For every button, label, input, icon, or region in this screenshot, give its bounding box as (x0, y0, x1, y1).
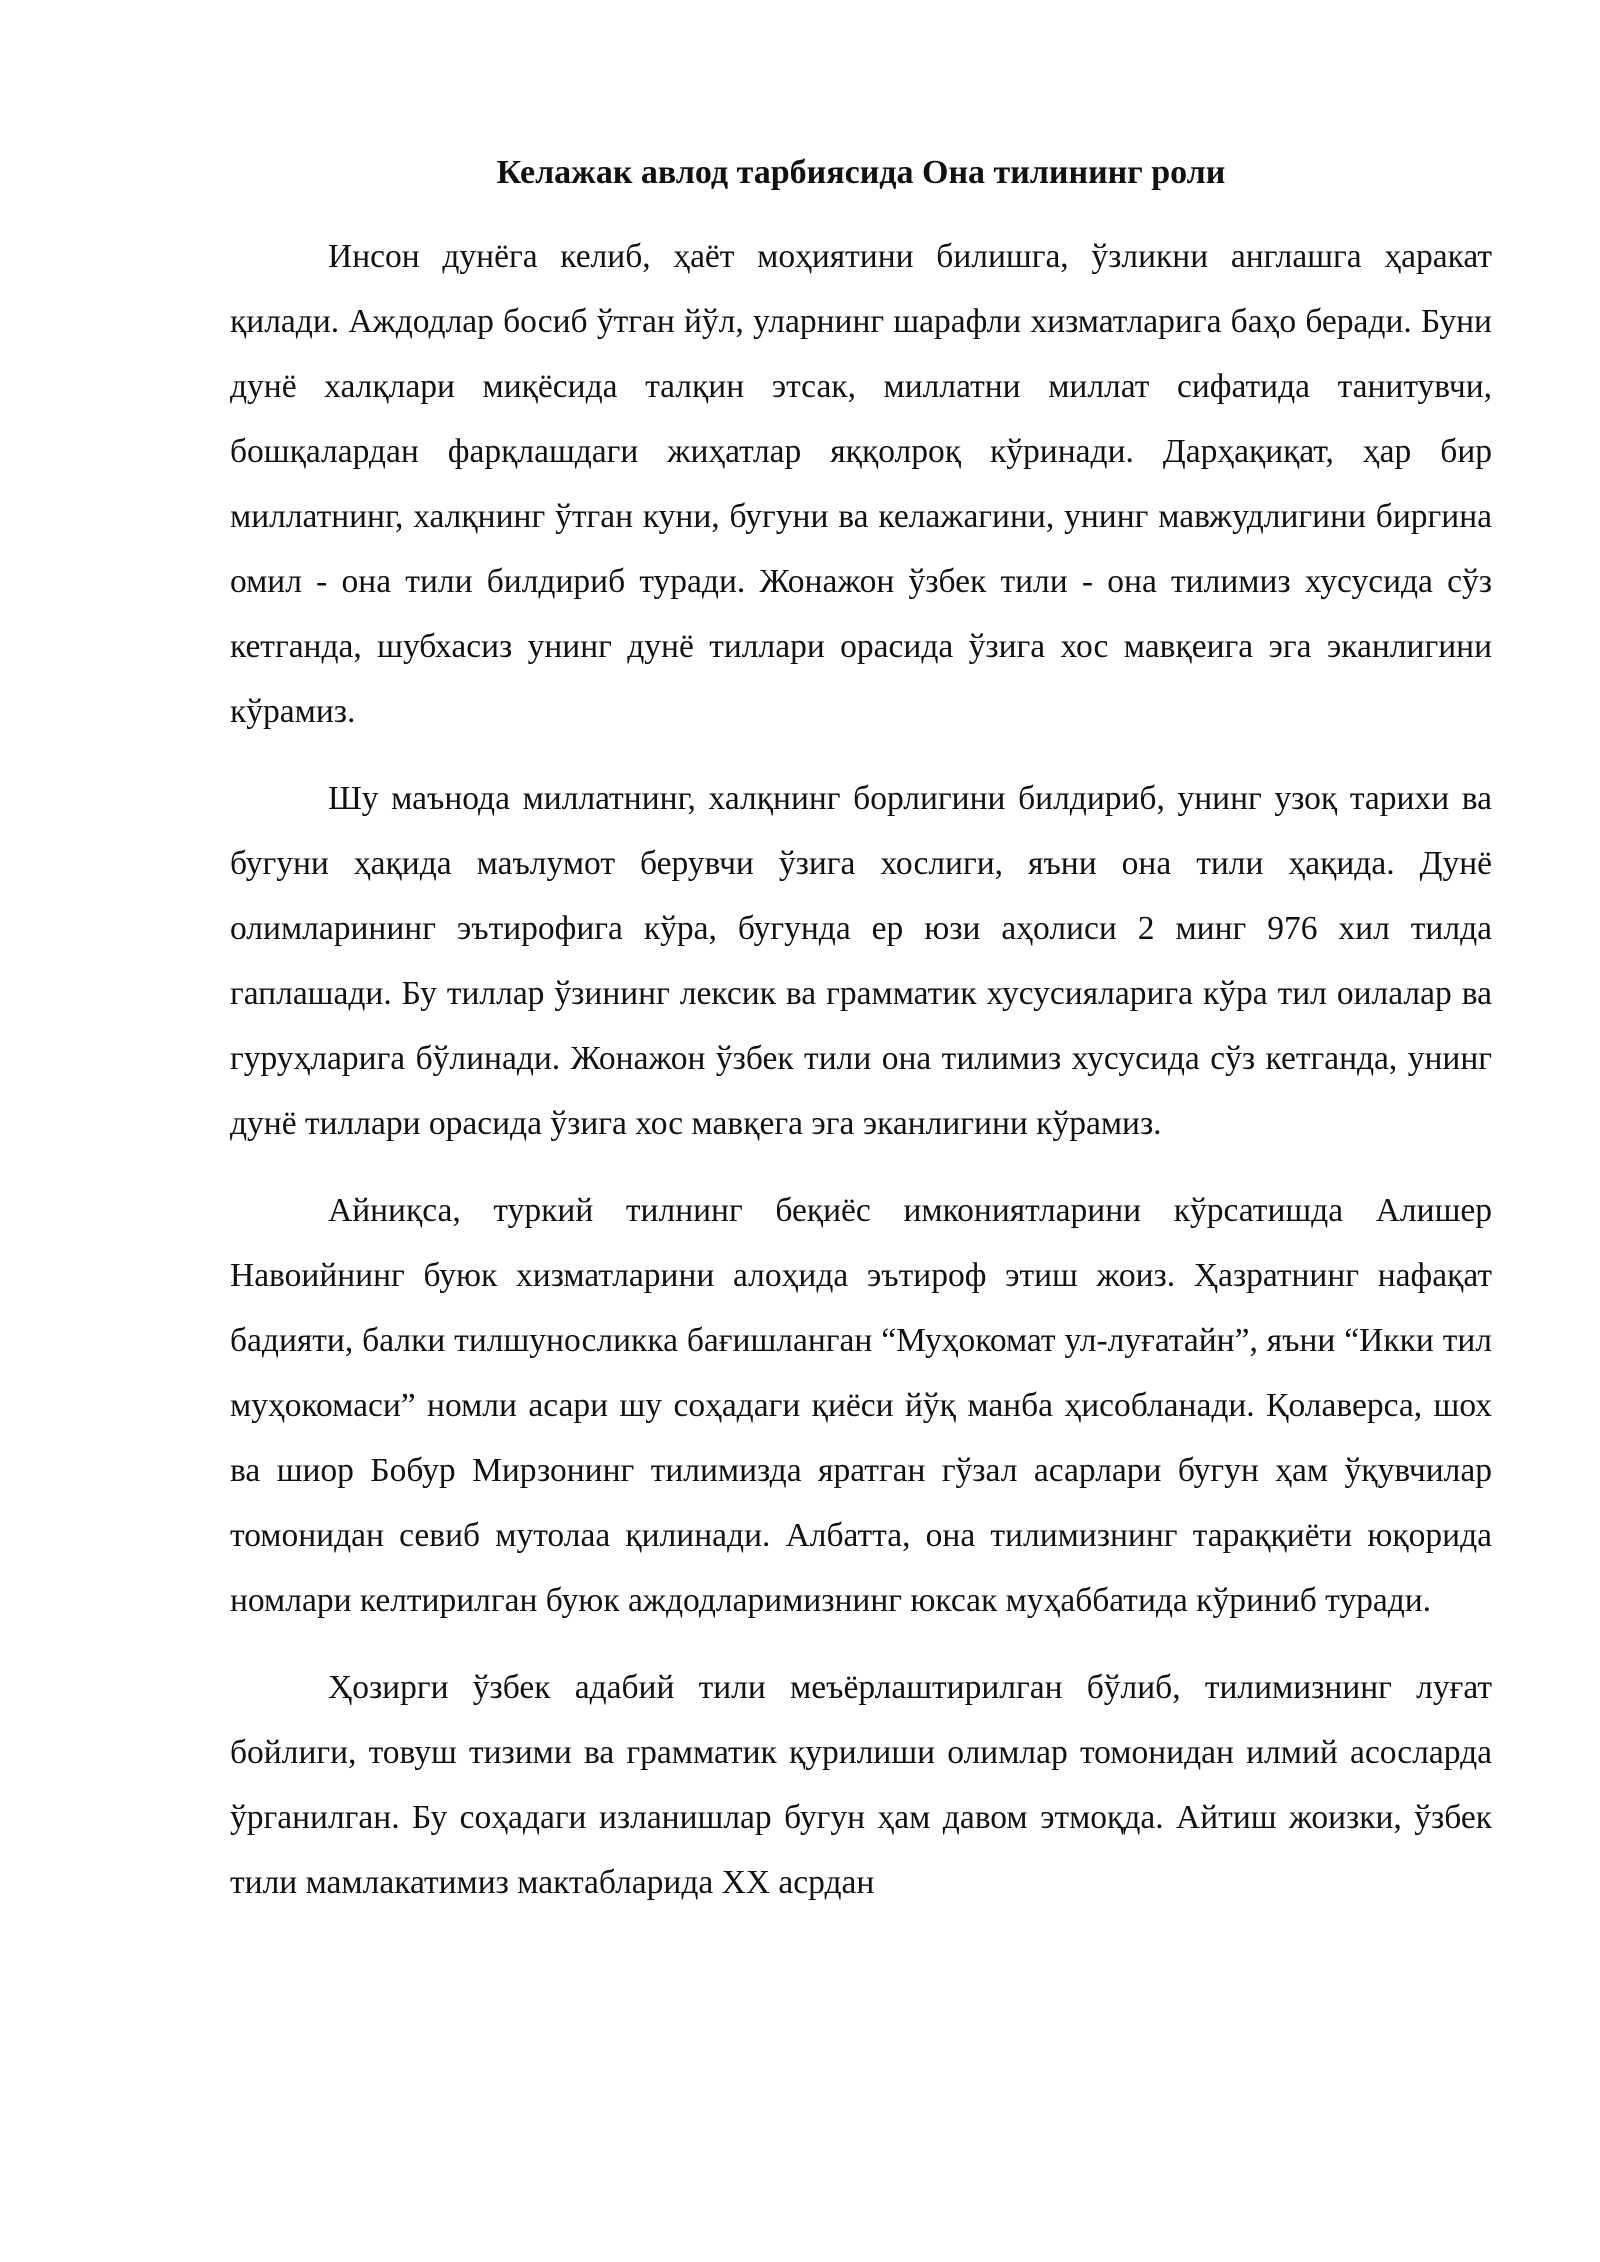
document-page (230, 150, 1492, 1937)
paragraph-3: Айниқса, туркий тилнинг беқиёс имкониятларини кўрсатишда Алишер Навоийнинг буюк хизматларини алоҳида эътироф этиш жоиз. Ҳазратнинг нафақат бадияти, балки тилшуносликка бағишланган “Муҳокомат ул-луғатайн”, яъни “Икки тил муҳокомаси” номли асари шу соҳадаги қиёси йўқ манба ҳисобланади. Қолаверса, шох ва шиор Бобур Мирзонинг тилимизда яратган гўзал асарлари бугун ҳам ўқувчилар томонидан севиб мутолаа қилинади. Албатта, она тилимизнинг тараққиёти юқорида номлари келтирилган буюк аждодларимизнинг юксак муҳаббатида кўриниб туради. (230, 1192, 1492, 1619)
paragraph-2: Шу маънода миллатнинг, халқнинг борлигини билдириб, унинг узоқ тарихи ва бугуни ҳақида маълумот берувчи ўзига хослиги, яъни она тили ҳақида. Дунё олимларининг эътирофига кўра, бугунда ер юзи аҳолиси 2 минг 976 хил тилда гаплашади. Бу тиллар ўзининг лексик ва грамматик хусусияларига кўра тил оилалар ва гуруҳларига бўлинади. Жонажон ўзбек тили она тилимиз хусусида сўз кетганда, унинг дунё тиллари орасида ўзига хос мавқега эга эканлигини кўрамиз. (230, 780, 1492, 1142)
paragraph-4: Ҳозирги ўзбек адабий тили меъёрлаштирилган бўлиб, тилимизнинг луғат бойлиги, товуш тизими ва грамматик қурилиши олимлар томонидан илмий асосларда ўрганилган. Бу соҳадаги изланишлар бугун ҳам давом этмоқда. Айтиш жоизки, ўзбек тили мамлакатимиз мактабларида XX асрдан (230, 1669, 1492, 1901)
paragraph-1: Инсон дунёга келиб, ҳаёт моҳиятини билишга, ўзликни англашга ҳаракат қилади. Аждодлар босиб ўтган йўл, уларнинг шарафли хизматларига баҳо беради. Буни дунё халқлари миқёсида талқин этсак, миллатни миллат сифатида танитувчи, бошқалардан фарқлашдаги жиҳатлар яққолроқ кўринади. Дарҳақиқат, ҳар бир миллатнинг, халқнинг ўтган куни, бугуни ва келажагини, унинг мавжудлигини биргина омил - она тили билдириб туради. Жонажон ўзбек тили - она тилимиз хусусида сўз кетганда, шубхасиз унинг дунё тиллари орасида ўзига хос мавқеига эга эканлигини кўрамиз. (230, 238, 1492, 730)
document-title: Келажак авлод тарбиясида Она тилининг роли (496, 154, 1226, 191)
